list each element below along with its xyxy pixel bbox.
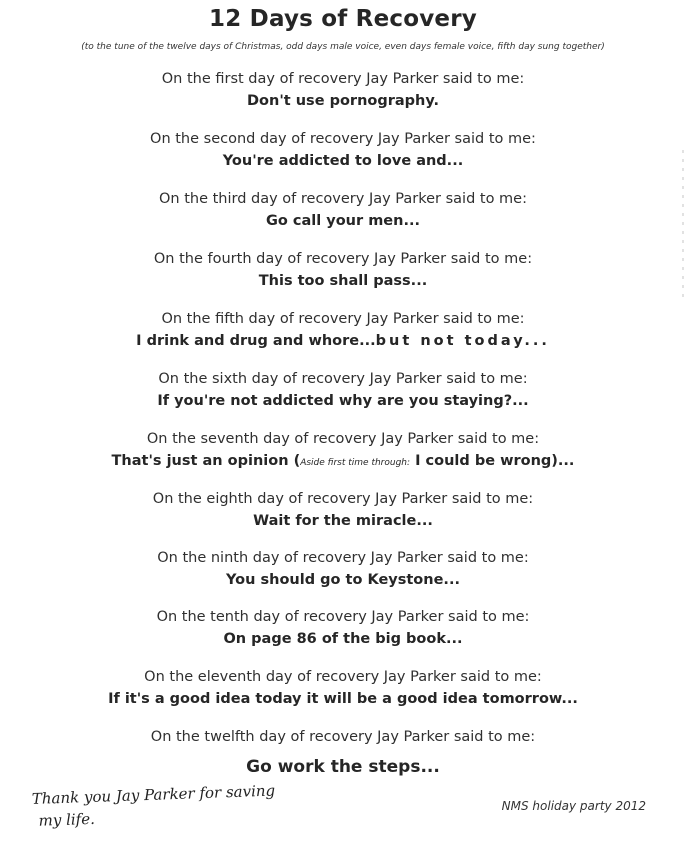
verse-line: This too shall pass... [258,273,428,289]
verse-line: If it's a good idea today it will be a good idea tomorrow... [108,691,578,707]
verse-line: Wait for the miracle... [253,513,433,529]
verse-line-end: I could be wrong)... [410,453,575,469]
verse-intro: On the fifth day of recovery Jay Parker said to me: [161,311,525,327]
verse-line [0,332,686,351]
verse-line: You're addicted to love and... [222,153,464,169]
handwritten-note [30,782,340,842]
verse-aside: Aside first time through: [300,458,411,468]
verse-intro: On the tenth day of recovery Jay Parker said to me: [156,609,530,625]
footer-note: NMS holiday party 2012 [501,799,646,813]
verse-intro: On the sixth day of recovery Jay Parker said to me: [158,371,528,387]
verse-intro: On the twelfth day of recovery Jay Parker said to me: [150,729,536,745]
verse-6 [0,370,686,411]
verse-8 [0,490,686,531]
verse-intro: On the first day of recovery Jay Parker said to me: [161,71,525,87]
verse-intro: On the eighth day of recovery Jay Parker said to me: [152,491,534,507]
verse-line: Go work the steps... [246,757,440,777]
scan-artifact [682,150,684,300]
verse-line: On page 86 of the big book... [223,631,463,647]
verse-intro: On the ninth day of recovery Jay Parker said to me: [157,550,529,566]
verse-line [0,452,686,473]
handwritten-note-text: Thank you Jay Parker for saving my life. [31,782,276,830]
verse-3 [0,190,686,231]
verse-7 [0,430,686,473]
page-subtitle: (to the tune of the twelve days of Christmas, odd days male voice, even days female voice, fifth day sung together) [81,42,605,52]
verse-12 [0,728,686,777]
verse-intro: On the third day of recovery Jay Parker said to me: [158,191,527,207]
verse-4 [0,250,686,291]
verse-line: Go call your men... [265,213,420,229]
verse-intro: On the seventh day of recovery Jay Parker said to me: [146,431,540,447]
verse-intro: On the fourth day of recovery Jay Parker said to me: [153,251,533,267]
verse-line-start: That's just an opinion ( [111,453,301,469]
page-title: 12 Days of Recovery [209,6,477,32]
verse-2 [0,130,686,171]
verse-10 [0,608,686,649]
verse-line-start: I drink and drug and whore... [136,333,376,349]
verse-line: If you're not addicted why are you staying?... [157,393,529,409]
verse-intro: On the second day of recovery Jay Parker said to me: [150,131,536,147]
verse-line-spaced: but not today... [375,333,550,349]
verse-line: Don't use pornography. [247,93,439,109]
verse-1 [0,70,686,111]
verse-11 [0,668,686,709]
verse-intro: On the eleventh day of recovery Jay Parker said to me: [144,669,542,685]
verse-5 [0,310,686,351]
verse-line: You should go to Keystone... [226,572,460,588]
verse-9 [0,549,686,590]
